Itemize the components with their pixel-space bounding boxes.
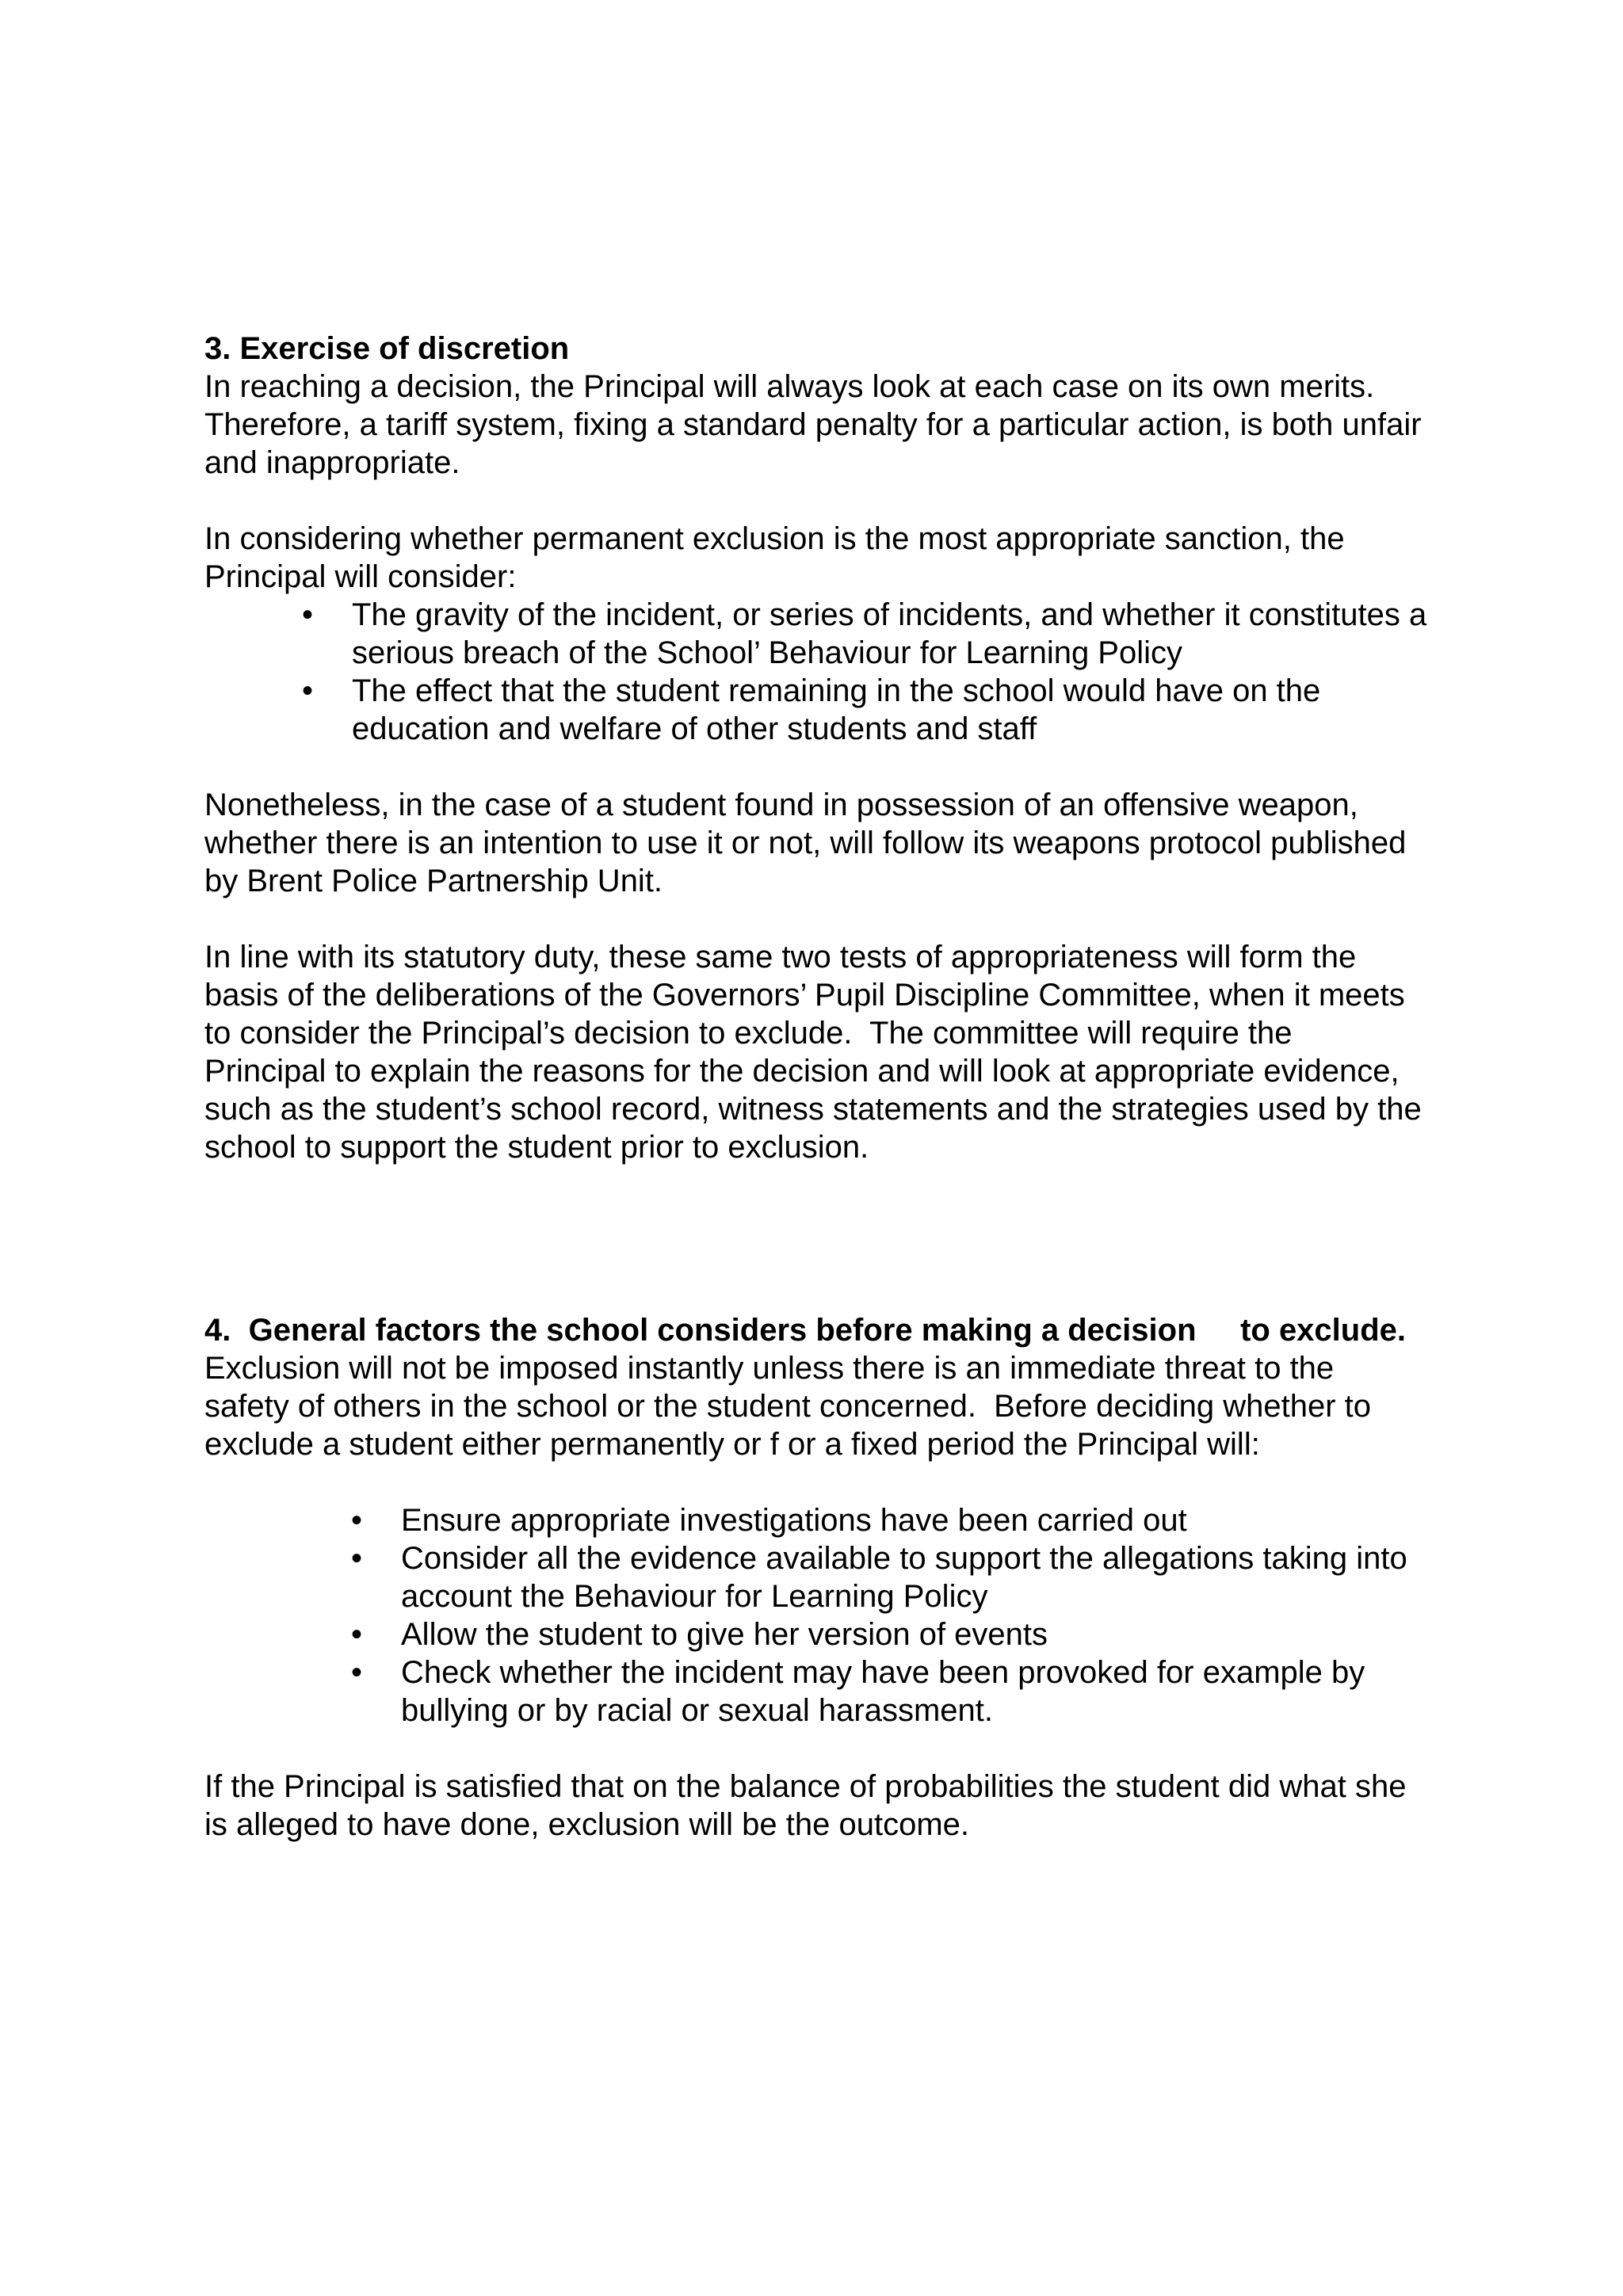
section-4-bullet-3-line: Allow the student to give her version of events: [401, 1617, 1048, 1652]
bullet-icon: •: [351, 1617, 363, 1652]
section-3-para-4-line: to consider the Principal’s decision to exclude. The committee will require the: [204, 1016, 1293, 1051]
section-3-bullet-1-line: The gravity of the incident, or series of incidents, and whether it constitutes a: [352, 597, 1427, 632]
section-3-bullet-2-line: education and welfare of other students and staff: [352, 711, 1037, 746]
section-4-bullet-2-line: account the Behaviour for Learning Policy: [401, 1579, 988, 1614]
section-3-bullet-1-line: serious breach of the School’ Behaviour for Learning Policy: [352, 635, 1183, 670]
section-3-heading: 3. Exercise of discretion: [204, 331, 570, 366]
section-3-para-4-line: such as the student’s school record, witness statements and the strategies used by the: [204, 1092, 1422, 1127]
section-4-heading: 4. General factors the school considers before making a decision to exclude.: [204, 1313, 1407, 1348]
section-3-para-4-line: Principal to explain the reasons for the decision and will look at appropriate evidence,: [204, 1054, 1400, 1089]
bullet-icon: •: [351, 1655, 363, 1690]
section-4-bullet-1-line: Ensure appropriate investigations have been carried out: [401, 1503, 1187, 1538]
section-3-bullet-2-line: The effect that the student remaining in the school would have on the: [352, 673, 1321, 708]
section-3-para-3-line: by Brent Police Partnership Unit.: [204, 864, 663, 898]
section-4-bullet-2-line: Consider all the evidence available to support the allegations taking into: [401, 1541, 1407, 1576]
bullet-icon: •: [302, 597, 314, 632]
section-3-para-3-line: Nonetheless, in the case of a student found in possession of an offensive weapon,: [204, 788, 1358, 822]
section-3-para-4-line: basis of the deliberations of the Governors’ Pupil Discipline Committee, when it meets: [204, 978, 1405, 1013]
section-3-para-3-line: whether there is an intention to use it or not, will follow its weapons protocol published: [204, 826, 1407, 860]
section-4-para-2-line: is alleged to have done, exclusion will be the outcome.: [204, 1807, 970, 1842]
section-3-para-2-line: Principal will consider:: [204, 559, 517, 594]
section-3-para-2-line: In considering whether permanent exclusion is the most appropriate sanction, the: [204, 521, 1345, 556]
section-3-para-1-line: and inappropriate.: [204, 445, 460, 480]
section-3-para-1-line: In reaching a decision, the Principal will always look at each case on its own merits.: [204, 369, 1375, 404]
section-4-bullet-4-line: bullying or by racial or sexual harassment.: [401, 1693, 994, 1728]
section-3-para-4-line: school to support the student prior to exclusion.: [204, 1130, 869, 1165]
bullet-icon: •: [351, 1541, 363, 1576]
bullet-icon: •: [302, 673, 314, 708]
section-4-para-1-line: exclude a student either permanently or f or a fixed period the Principal will:: [204, 1427, 1260, 1462]
section-4-para-2-line: If the Principal is satisfied that on the balance of probabilities the student did what she: [204, 1769, 1407, 1804]
section-3-para-4-line: In line with its statutory duty, these same two tests of appropriateness will form the: [204, 940, 1357, 974]
bullet-icon: •: [351, 1503, 363, 1538]
section-4-para-1-line: Exclusion will not be imposed instantly unless there is an immediate threat to the: [204, 1351, 1335, 1386]
section-3-para-1-line: Therefore, a tariff system, fixing a standard penalty for a particular action, is both unfair: [204, 407, 1422, 442]
section-4-para-1-line: safety of others in the school or the student concerned. Before deciding whether to: [204, 1389, 1372, 1424]
section-4-bullet-4-line: Check whether the incident may have been provoked for example by: [401, 1655, 1365, 1690]
